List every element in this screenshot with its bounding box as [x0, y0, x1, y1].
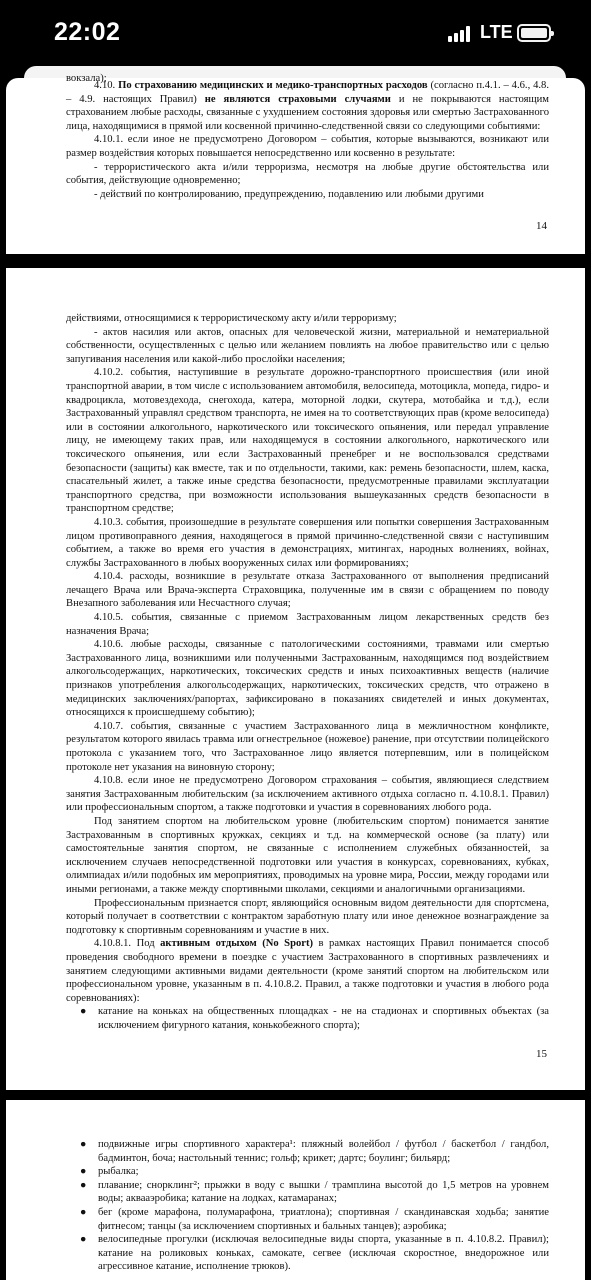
paragraph-4-10-7: 4.10.7. события, связанные с участием Застрахованного лица в межличностном конфликте, результатом которого явилась травма или огнестрельное (ножевое) ранение, при отсутствии полицейского протокола с указанием того, что Застрахованное лицо является потерпевшим, или в полицейском протоколе нет указания на виновную сторону;: [66, 720, 549, 773]
page-number: 14: [536, 220, 547, 232]
paragraph-amateur-sport: Под занятием спортом на любительском уровне (любительским спортом) понимается занятие Застрахованным в спортивных кружках, секциях и т.д. на коммерческой основе (за плату) или самостоятельные занятия спортом, не связанные с исполнением служебных обязанностей, за исключением случаев непосредственной подготовки или участия в конкурсах, соревнованиях, кубках, олимпиадах и/или подобных им мероприятиях, проводимых на уровне мира, России, между городами или иными регионами, а также между спортивными школами, секциями и аналогичными организациями.: [66, 815, 549, 895]
status-time: 22:02: [54, 18, 121, 46]
status-bar: [0, 0, 591, 70]
paragraph-4-10-6: 4.10.6. любые расходы, связанные с патологическими состояниями, травмами или смертью Застрахованного лица, возникшими или полученными Застрахованным, находящимся под воздействием алкогольсодержащих, наркотических, токсических средств и иных психоактивных веществ (наличие признаков употребления алкогольсодержащих, наркотических, токсических средств, что отражено в медицинских заключениях/рапортах, зафиксировано в показаниях свидетелей и иных документах, относящихся к происшедшему событию);: [66, 639, 549, 719]
paragraph-actions: - действий по контролированию, предупреждению, подавлению или любыми другими: [94, 188, 484, 200]
list-item: ● велосипедные прогулки (исключая велосипедные виды спорта, указанные в п. 4.10.8.2. Правил); катание на роликовых коньках, самокате, сегвее (исключая скоростное, внедорожное или агрессивное катание, исполнение трюков).: [80, 1234, 549, 1273]
paragraph-terror: - террористического акта и/или терроризма, несмотря на любые другие обстоятельства или события, действующие одновременно;: [66, 161, 549, 187]
page-15-text: [66, 312, 549, 1032]
paragraph-professional-sport: Профессиональным признается спорт, являющийся основным видом деятельности для спортсмена, который получает в соответствии с контрактом заработную плату или иное денежное вознаграждение за подготовку к спортивным соревнованиям и участие в них.: [66, 897, 549, 936]
bullet-icon: ●: [80, 1179, 87, 1191]
list-item: ● плавание; снорклинг²; прыжки в воду с вышки / трамплина высотой до 1,5 метров на уровнем воды; аквааэробика; катание на лодках, катамаранах;: [80, 1179, 549, 1205]
paragraph-4-10-5: 4.10.5. события, связанные с приемом Застрахованным лицом лекарственных средств без назначения Врача;: [66, 612, 549, 637]
page-14-text: [66, 72, 549, 201]
document-page-15: [6, 268, 585, 1090]
list-item: ● бег (кроме марафона, полумарафона, триатлона); спортивная / скандинавская ходьба; занятие фитнесом; танцы (за исключением спортивных и бальных танцев); аэробика;: [80, 1206, 549, 1232]
cut-line: вокзала);: [66, 73, 107, 84]
list-item: ● подвижные игры спортивного характера¹: пляжный волейбол / футбол / баскетбол / гандбол, бадминтон, боча; настольный теннис; гольф; крикет; дартс; боулинг; бильярд;: [80, 1139, 549, 1164]
paragraph-4-10-2: 4.10.2. события, наступившие в результате дорожно-транспортного происшествия (или иной транспортной аварии, в том числе с использованием автомобиля, велосипеда, мотоцикла, мопеда, гидро- и квадроцикла, мотовездехода, снегохода, катера, моторной лодки, скутера, мотобайка и т.д.), если Застрахованный управлял средством транспорта, не имея на то соответствующих прав (кроме велосипеда) или в состоянии алкогольного, наркотического или токсического опьянения, или передал управление лицу, не имеющему таких прав, или находящемуся в состоянии алкогольного, наркотического или токсического опьянения, или если Застрахованный пренебрег и не воспользовался средствами безопасности (защиты) как вместе, так и по отдельности, такими, как: ремень безопасности, шлем, каска, спасательный жилет, а также иные средства безопасности, предусмотренные правилами эксплуатации транспортного средства, при возможности использования вышеуказанных средств безопасности в транспортном средстве;: [66, 367, 549, 515]
page-number: 15: [536, 1048, 547, 1060]
page-16-text: [66, 1138, 549, 1274]
signal-bars-icon: [448, 26, 472, 42]
paragraph-4-10: 4.10. По страхованию медицинских и медико-транспортных расходов (согласно п.4.1. – 4.6., 4.8. – 4.9. настоящих Правил) не являются страховыми случаями и не покрываются настоящим страхованием любые расходы, связанные с ухудшением состояния здоровья или смертью Застрахованного лица, находящимися в прямой или косвенной причинно-следственной связи со следующими событиями:: [66, 80, 550, 132]
paragraph-4-10-8: 4.10.8. если иное не предусмотрено Договором страхования – события, являющиеся следствием занятия Застрахованным любительским (за исключением активного отдыха согласно п. 4.10.8.1. Правил) или профессиональным спортом, а также подготовки и участия в соревнованиях любого рода.: [66, 775, 549, 814]
paragraph-continued: действиями, относящимися к террористическому акту и/или терроризму;: [66, 313, 397, 324]
list-item: ● рыбалка;: [80, 1166, 139, 1178]
paragraph-4-10-1: 4.10.1. если иное не предусмотрено Договором – события, которые вызываются, возникают или размер воздействия которых повышается непосредственно или косвенно в результате:: [66, 134, 549, 159]
bullet-icon: ●: [80, 1006, 87, 1018]
battery-full-icon: [517, 24, 551, 42]
bullet-icon: ●: [80, 1166, 87, 1178]
network-type: LTE: [480, 22, 513, 42]
paragraph-violence: - актов насилия или актов, опасных для человеческой жизни, материальной и нематериальной собственности, осуществленных с целью или желанием повлиять на любое правительство или с целью запугивания населения или какой-либо прослойки населения;: [66, 326, 549, 365]
bullet-icon: ●: [80, 1234, 87, 1246]
bullet-icon: ●: [80, 1139, 87, 1150]
bullet-icon: ●: [80, 1206, 87, 1218]
document-page-16: [6, 1100, 585, 1280]
paragraph-4-10-4: 4.10.4. расходы, возникшие в результате отказа Застрахованного от выполнения предписаний лечащего Врача или Врача-эксперта Страховщика, полученные им в связи с обращением по поводу Внезапного заболевания или Несчастного случая;: [66, 571, 549, 610]
document-page-14: [6, 73, 585, 254]
paragraph-4-10-3: 4.10.3. события, произошедшие в результате совершения или попытки совершения Застрахованным лицом противоправного деяния, находящегося в прямой причинно-следственной связи с наступившим событием, а также во время его участия в демонстрациях, митингах, народных волнениях, войнах, службы Застрахованного в любых вооруженных силах или формированиях;: [66, 516, 549, 569]
list-item: ● катание на коньках на общественных площадках - не на стадионах и спортивных объектах (за исключением фигурного катания, конькобежного спорта);: [80, 1006, 549, 1031]
paragraph-4-10-8-1: 4.10.8.1. Под активным отдыхом (No Sport) в рамках настоящих Правил понимается способ проведения свободного времени в поездке с участием Застрахованного в спортивных развлечениях и занятием следующими активными видами деятельности (кроме занятий спортом на любительском или профессиональном уровне, указанным в п. 4.10.8.2. Правил, а также подготовки и участия в любого рода соревнованиях):: [66, 938, 549, 1004]
